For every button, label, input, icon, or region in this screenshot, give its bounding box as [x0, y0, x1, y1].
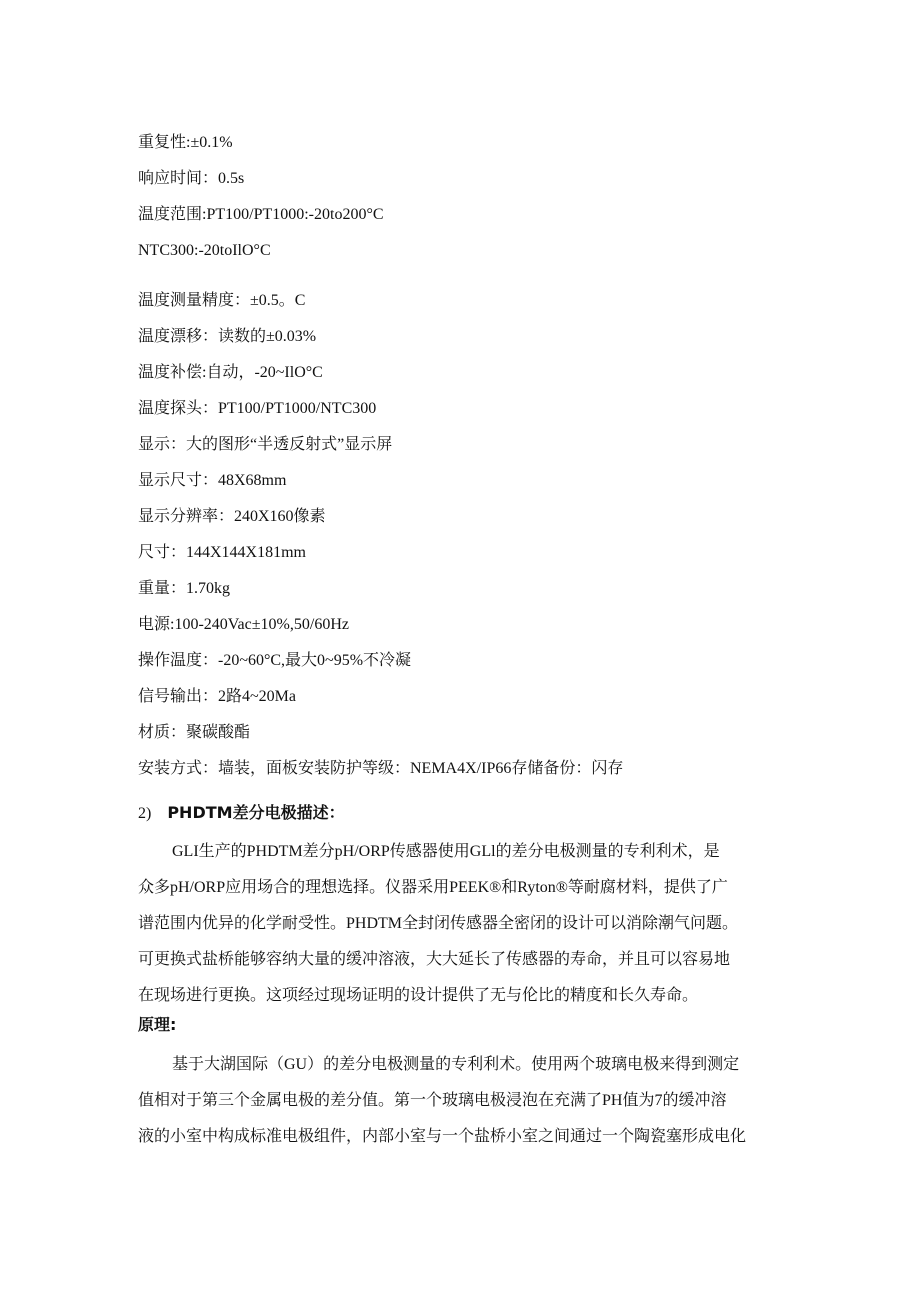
section-heading — [138, 798, 345, 829]
paragraph-line: GLI生产的PHDTM差分pH/ORP传感器使用GLl的差分电极测量的专利利术，是 — [172, 843, 720, 860]
spec-repeatability: 重复性:±0.1% — [138, 134, 233, 151]
description-paragraph — [138, 834, 788, 1014]
spec-dimensions: 尺寸：144X144X181mm — [138, 544, 307, 561]
paragraph-line: 众多pH/ORP应用场合的理想选择。仪器采用PEEK®和Ryton®等耐腐材料，提供了广 — [138, 879, 728, 896]
paragraph-line: 可更换式盐桥能够容纳大量的缓冲溶液，大大延长了传感器的寿命，并且可以容易地 — [138, 951, 731, 968]
spec-ntc-range: NTC300:-20toIlO°C — [138, 242, 271, 259]
spec-temperature-drift: 温度漂移：读数的±0.03% — [138, 328, 317, 345]
paragraph-line: 在现场进行更换。这项经过现场证明的设计提供了无与伦比的精度和长久寿命。 — [138, 987, 699, 1004]
spec-list — [138, 128, 838, 790]
paragraph-line: 谱范围内优异的化学耐受性。PHDTM全封闭传感器全密闭的设计可以消除潮气问题。 — [138, 915, 739, 932]
spec-signal-output: 信号输出：2路4~20Ma — [138, 688, 296, 705]
spec-response-time: 响应时间：0.5s — [138, 170, 245, 187]
spec-display: 显示：大的图形“半透反射式”显示屏 — [138, 436, 393, 453]
spec-temperature-probe: 温度探头：PT100/PT1000/NTC300 — [138, 400, 377, 417]
principle-paragraph — [138, 1047, 788, 1155]
principle-heading: 原理: — [138, 1015, 177, 1034]
section-title: PHDTM差分电极描述： — [167, 803, 345, 822]
spec-temperature-range: 温度范围:PT100/PT1000:-20to200°C — [138, 206, 384, 223]
spec-installation: 安装方式：墙装，面板安装防护等级：NEMA4X/IP66存储备份：闪存 — [138, 760, 624, 777]
paragraph-line: 基于大湖国际（GU）的差分电极测量的专利利术。使用两个玻璃电极来得到测定 — [172, 1056, 740, 1073]
section-number: 2) — [138, 805, 152, 822]
spec-material: 材质：聚碳酸酯 — [138, 724, 251, 741]
spec-operating-temperature: 操作温度：-20~60°C,最大0~95%不冷凝 — [138, 652, 412, 669]
paragraph-line: 值相对于第三个金属电极的差分值。第一个玻璃电极浸泡在充满了PH值为7的缓冲溶 — [138, 1092, 727, 1109]
spec-power: 电源:100-240Vac±10%,50/60Hz — [138, 616, 349, 633]
spec-weight: 重量：1.70kg — [138, 580, 231, 597]
spec-temperature-compensation: 温度补偿:自动，-20~IlO°C — [138, 364, 323, 381]
spec-temperature-accuracy: 温度测量精度：±0.5。C — [138, 292, 306, 309]
paragraph-line: 液的小室中构成标准电极组件，内部小室与一个盐桥小室之间通过一个陶瓷塞形成电化 — [138, 1128, 747, 1145]
spec-display-resolution: 显示分辨率：240X160像素 — [138, 508, 326, 525]
spec-display-size: 显示尺寸：48X68mm — [138, 472, 287, 489]
